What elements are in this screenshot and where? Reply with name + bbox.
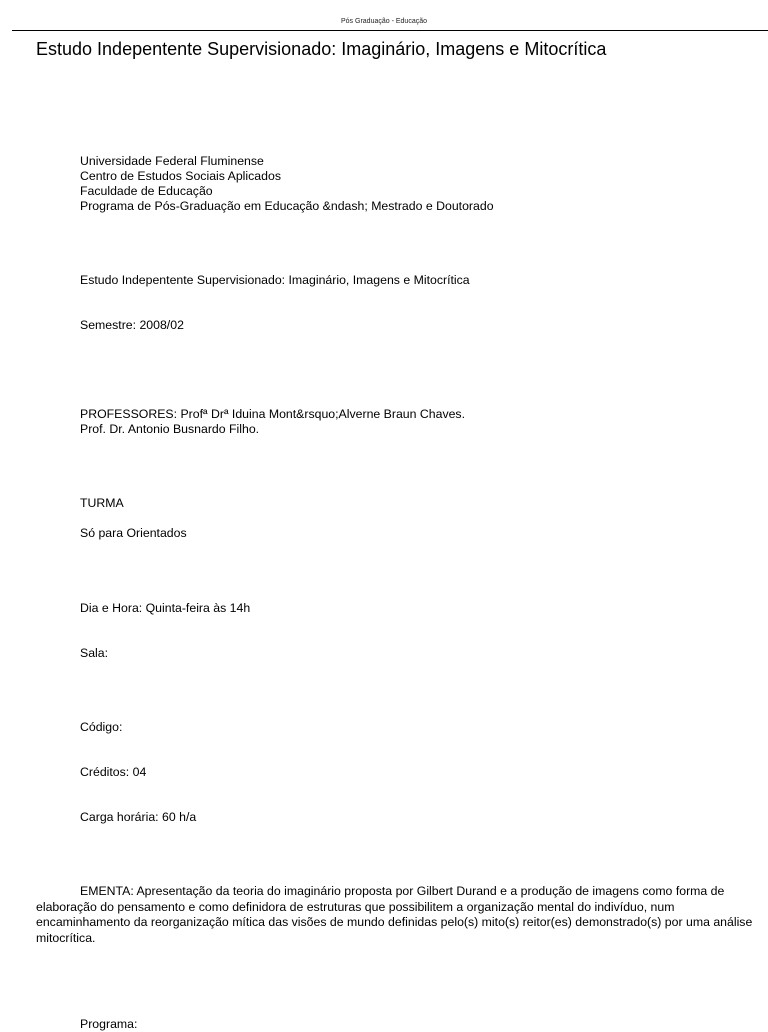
program-heading: Programa: xyxy=(80,1017,138,1031)
professor-line: PROFESSORES: Profª Drª Iduina Mont&rsquo;Alverne Braun Chaves. xyxy=(80,407,465,421)
institution-line: Centro de Estudos Sociais Aplicados xyxy=(80,169,281,183)
turma-label: TURMA xyxy=(80,496,124,510)
professor-line: Prof. Dr. Antonio Busnardo Filho. xyxy=(80,422,260,436)
institution-line: Universidade Federal Fluminense xyxy=(80,154,264,168)
turma-value: Só para Orientados xyxy=(80,526,187,540)
ementa-paragraph: EMENTA: Apresentação da teoria do imaginário proposta por Gilbert Durand e a produção de imagens como forma de elaboração do pensamento e como definidora de estruturas que possibilitem a organização mental do indivíduo, num encaminhamento da reorganização mítica das visões de mundo definidas pelo(s) mito(s) reitor(es) demonstrado(s) por uma análise mitocrítica. xyxy=(36,884,753,945)
institution-block xyxy=(80,154,494,214)
header-rule xyxy=(12,30,768,31)
institution-line: Faculdade de Educação xyxy=(80,184,213,198)
schedule: Dia e Hora: Quinta-feira às 14h xyxy=(80,601,251,615)
institution-line: Programa de Pós-Graduação em Educação &ndash; Mestrado e Doutorado xyxy=(80,199,494,213)
room: Sala: xyxy=(80,646,109,660)
professors-block xyxy=(80,407,465,437)
workload: Carga horária: 60 h/a xyxy=(80,810,197,824)
credits: Créditos: 04 xyxy=(80,765,147,779)
running-head: Pós Graduação - Educação xyxy=(341,18,427,25)
course-code: Código: xyxy=(80,720,123,734)
course-name: Estudo Indepentente Supervisionado: Imaginário, Imagens e Mitocrítica xyxy=(80,273,470,287)
page-title: Estudo Indepentente Supervisionado: Imaginário, Imagens e Mitocrítica xyxy=(36,39,607,59)
semester: Semestre: 2008/02 xyxy=(80,318,184,332)
